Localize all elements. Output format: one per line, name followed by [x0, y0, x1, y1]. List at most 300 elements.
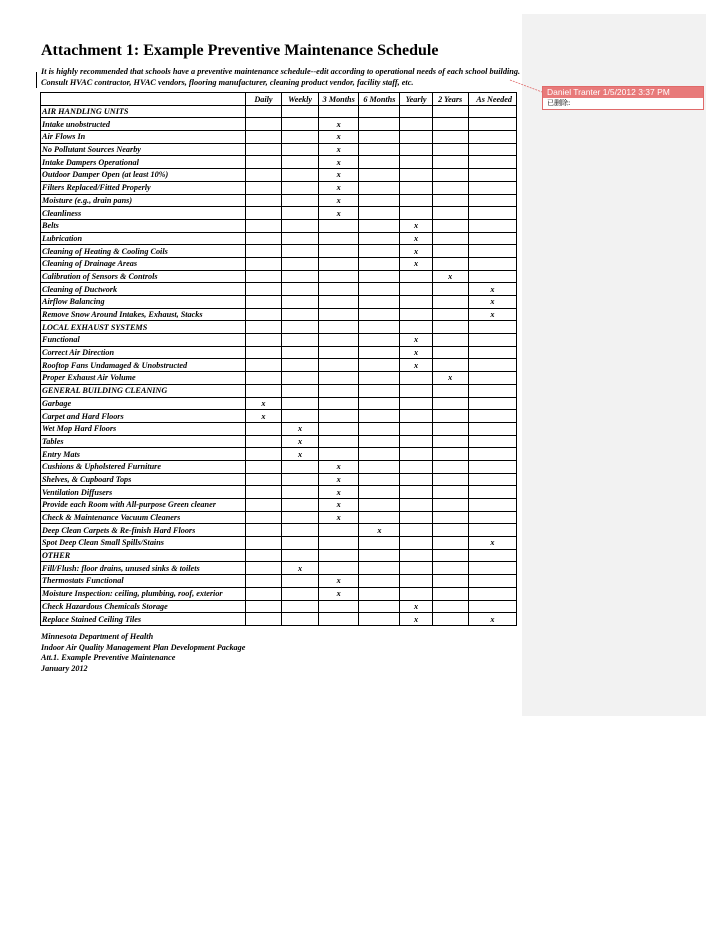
frequency-cell — [432, 283, 468, 296]
table-row — [41, 270, 517, 283]
frequency-cell — [282, 600, 319, 613]
frequency-cell — [468, 549, 516, 562]
frequency-cell — [245, 575, 281, 588]
frequency-cell — [282, 524, 319, 537]
frequency-cell — [282, 143, 319, 156]
frequency-cell — [245, 562, 281, 575]
frequency-cell — [400, 448, 432, 461]
frequency-cell: x — [400, 257, 432, 270]
frequency-cell — [432, 105, 468, 118]
frequency-cell — [359, 410, 400, 423]
frequency-cell — [468, 257, 516, 270]
frequency-cell — [245, 435, 281, 448]
frequency-cell — [432, 562, 468, 575]
frequency-cell — [468, 219, 516, 232]
frequency-cell — [468, 232, 516, 245]
frequency-cell — [245, 169, 281, 182]
frequency-cell — [468, 587, 516, 600]
frequency-cell — [245, 232, 281, 245]
frequency-cell — [432, 219, 468, 232]
frequency-cell — [432, 296, 468, 309]
frequency-cell — [400, 499, 432, 512]
frequency-cell — [400, 575, 432, 588]
frequency-cell — [432, 524, 468, 537]
table-row — [41, 613, 517, 626]
column-header: Daily — [245, 93, 281, 106]
frequency-cell: x — [319, 181, 359, 194]
task-cell: Moisture Inspection: ceiling, plumbing, roof, exterior — [41, 587, 246, 600]
table-row — [41, 359, 517, 372]
column-header: 6 Months — [359, 93, 400, 106]
frequency-cell — [319, 321, 359, 334]
table-row — [41, 131, 517, 144]
frequency-cell — [245, 359, 281, 372]
frequency-cell — [319, 270, 359, 283]
table-row — [41, 397, 517, 410]
frequency-cell — [468, 473, 516, 486]
frequency-cell — [359, 181, 400, 194]
table-row — [41, 181, 517, 194]
task-cell: Rooftop Fans Undamaged & Unobstructed — [41, 359, 246, 372]
frequency-cell — [245, 219, 281, 232]
frequency-cell — [359, 587, 400, 600]
frequency-cell — [432, 143, 468, 156]
frequency-cell — [432, 131, 468, 144]
table-row — [41, 346, 517, 359]
table-row — [41, 524, 517, 537]
frequency-cell: x — [468, 283, 516, 296]
frequency-cell — [282, 156, 319, 169]
frequency-cell — [468, 270, 516, 283]
frequency-cell — [359, 486, 400, 499]
frequency-cell — [400, 460, 432, 473]
frequency-cell — [282, 181, 319, 194]
comment-author-timestamp: Daniel Tranter 1/5/2012 3:37 PM — [543, 87, 703, 98]
frequency-cell — [245, 372, 281, 385]
frequency-cell — [245, 270, 281, 283]
frequency-cell — [245, 524, 281, 537]
document-title: Attachment 1: Example Preventive Maintenance Schedule — [41, 42, 439, 59]
table-row — [41, 257, 517, 270]
frequency-cell — [432, 232, 468, 245]
frequency-cell — [400, 321, 432, 334]
frequency-cell — [468, 194, 516, 207]
frequency-cell: x — [468, 296, 516, 309]
frequency-cell — [432, 118, 468, 131]
table-header-row — [41, 93, 517, 106]
column-header: 3 Months — [319, 93, 359, 106]
frequency-cell — [245, 143, 281, 156]
table-row — [41, 207, 517, 220]
frequency-cell — [359, 473, 400, 486]
task-cell: LOCAL EXHAUST SYSTEMS — [41, 321, 246, 334]
frequency-cell — [245, 207, 281, 220]
footer-line: Att.1. Example Preventive Maintenance — [41, 653, 176, 662]
task-cell: Remove Snow Around Intakes, Exhaust, Stacks — [41, 308, 246, 321]
table-row — [41, 549, 517, 562]
frequency-cell — [400, 384, 432, 397]
frequency-cell — [359, 283, 400, 296]
frequency-cell: x — [400, 600, 432, 613]
frequency-cell — [432, 334, 468, 347]
frequency-cell — [468, 334, 516, 347]
frequency-cell — [400, 372, 432, 385]
frequency-cell — [319, 219, 359, 232]
frequency-cell — [359, 131, 400, 144]
frequency-cell — [400, 169, 432, 182]
frequency-cell — [282, 296, 319, 309]
task-cell: Deep Clean Carpets & Re-finish Hard Floors — [41, 524, 246, 537]
frequency-cell: x — [282, 448, 319, 461]
task-cell: Carpet and Hard Floors — [41, 410, 246, 423]
table-row — [41, 143, 517, 156]
task-cell: Wet Mop Hard Floors — [41, 422, 246, 435]
frequency-cell — [245, 245, 281, 258]
frequency-cell — [359, 359, 400, 372]
frequency-cell — [282, 283, 319, 296]
task-cell: AIR HANDLING UNITS — [41, 105, 246, 118]
frequency-cell — [319, 308, 359, 321]
frequency-cell — [468, 511, 516, 524]
frequency-cell — [245, 156, 281, 169]
frequency-cell — [359, 346, 400, 359]
frequency-cell — [468, 143, 516, 156]
frequency-cell — [245, 308, 281, 321]
frequency-cell — [359, 384, 400, 397]
footer-line: Indoor Air Quality Management Plan Development Package — [41, 642, 246, 652]
task-cell: Outdoor Damper Open (at least 10%) — [41, 169, 246, 182]
task-cell: Provide each Room with All-purpose Green cleaner — [41, 499, 246, 512]
frequency-cell — [282, 460, 319, 473]
frequency-cell — [319, 257, 359, 270]
comment-balloon[interactable] — [542, 86, 704, 110]
task-cell: Cleaning of Heating & Cooling Coils — [41, 245, 246, 258]
frequency-cell: x — [400, 346, 432, 359]
frequency-cell — [432, 181, 468, 194]
frequency-cell — [319, 296, 359, 309]
frequency-cell — [400, 308, 432, 321]
frequency-cell — [282, 575, 319, 588]
frequency-cell — [432, 587, 468, 600]
table-row — [41, 511, 517, 524]
maintenance-schedule-table — [40, 92, 517, 626]
frequency-cell — [432, 537, 468, 550]
frequency-cell — [245, 549, 281, 562]
frequency-cell — [400, 524, 432, 537]
frequency-cell — [282, 257, 319, 270]
table-row — [41, 562, 517, 575]
frequency-cell — [245, 448, 281, 461]
table-row — [41, 105, 517, 118]
frequency-cell: x — [319, 143, 359, 156]
task-cell: Intake unobstructed — [41, 118, 246, 131]
frequency-cell: x — [319, 156, 359, 169]
frequency-cell — [400, 105, 432, 118]
frequency-cell: x — [400, 613, 432, 626]
frequency-cell — [468, 372, 516, 385]
frequency-cell — [245, 194, 281, 207]
frequency-cell — [282, 131, 319, 144]
frequency-cell — [245, 346, 281, 359]
frequency-cell: x — [319, 207, 359, 220]
footer-line: Minnesota Department of Health — [41, 632, 154, 641]
frequency-cell — [359, 435, 400, 448]
frequency-cell — [400, 422, 432, 435]
task-cell: Air Flows In — [41, 131, 246, 144]
frequency-cell — [245, 587, 281, 600]
frequency-cell — [432, 384, 468, 397]
frequency-cell: x — [359, 524, 400, 537]
frequency-cell — [282, 118, 319, 131]
comment-deleted-label: 已删除: — [547, 99, 571, 107]
frequency-cell: x — [282, 435, 319, 448]
frequency-cell — [359, 397, 400, 410]
frequency-cell — [400, 537, 432, 550]
table-row — [41, 537, 517, 550]
table-row — [41, 473, 517, 486]
frequency-cell — [400, 587, 432, 600]
frequency-cell — [400, 397, 432, 410]
task-cell: Check & Maintenance Vacuum Cleaners — [41, 511, 246, 524]
frequency-cell — [359, 537, 400, 550]
frequency-cell — [245, 422, 281, 435]
frequency-cell — [282, 207, 319, 220]
frequency-cell — [319, 232, 359, 245]
frequency-cell: x — [468, 613, 516, 626]
frequency-cell — [468, 460, 516, 473]
frequency-cell: x — [319, 486, 359, 499]
frequency-cell — [468, 359, 516, 372]
frequency-cell — [319, 245, 359, 258]
frequency-cell — [319, 283, 359, 296]
frequency-cell — [359, 118, 400, 131]
frequency-cell — [468, 321, 516, 334]
frequency-cell — [282, 384, 319, 397]
task-cell: Shelves, & Cupboard Tops — [41, 473, 246, 486]
frequency-cell — [359, 219, 400, 232]
frequency-cell — [432, 613, 468, 626]
frequency-cell — [245, 460, 281, 473]
frequency-cell — [432, 422, 468, 435]
table-row — [41, 587, 517, 600]
frequency-cell: x — [245, 410, 281, 423]
frequency-cell — [432, 460, 468, 473]
frequency-cell — [245, 486, 281, 499]
frequency-cell — [359, 105, 400, 118]
table-row — [41, 194, 517, 207]
frequency-cell — [282, 105, 319, 118]
frequency-cell — [245, 334, 281, 347]
frequency-cell — [245, 131, 281, 144]
task-cell: Cleaning of Drainage Areas — [41, 257, 246, 270]
table-row — [41, 219, 517, 232]
frequency-cell — [432, 169, 468, 182]
frequency-cell — [432, 207, 468, 220]
frequency-cell: x — [319, 131, 359, 144]
frequency-cell — [245, 321, 281, 334]
frequency-cell — [359, 422, 400, 435]
frequency-cell — [468, 562, 516, 575]
frequency-cell — [245, 511, 281, 524]
table-row — [41, 435, 517, 448]
frequency-cell — [245, 537, 281, 550]
frequency-cell — [319, 435, 359, 448]
revision-bar — [36, 72, 37, 88]
table-row — [41, 448, 517, 461]
frequency-cell — [468, 207, 516, 220]
frequency-cell — [432, 511, 468, 524]
frequency-cell — [282, 219, 319, 232]
frequency-cell: x — [468, 308, 516, 321]
table-row — [41, 372, 517, 385]
table-row — [41, 486, 517, 499]
frequency-cell — [468, 448, 516, 461]
frequency-cell — [245, 283, 281, 296]
frequency-cell — [359, 194, 400, 207]
frequency-cell — [282, 245, 319, 258]
frequency-cell — [468, 600, 516, 613]
frequency-cell — [245, 118, 281, 131]
frequency-cell — [282, 334, 319, 347]
task-cell: Tables — [41, 435, 246, 448]
frequency-cell — [400, 181, 432, 194]
frequency-cell — [468, 131, 516, 144]
column-header: 2 Years — [432, 93, 468, 106]
frequency-cell — [468, 575, 516, 588]
frequency-cell: x — [282, 422, 319, 435]
task-cell: Airflow Balancing — [41, 296, 246, 309]
frequency-cell — [319, 334, 359, 347]
frequency-cell — [359, 245, 400, 258]
frequency-cell — [359, 372, 400, 385]
task-cell: Garbage — [41, 397, 246, 410]
column-header: As Needed — [468, 93, 516, 106]
table-row — [41, 245, 517, 258]
frequency-cell: x — [319, 473, 359, 486]
table-row — [41, 156, 517, 169]
table-row — [41, 283, 517, 296]
frequency-cell — [282, 397, 319, 410]
frequency-cell — [319, 524, 359, 537]
task-cell: Filters Replaced/Fitted Properly — [41, 181, 246, 194]
frequency-cell — [359, 207, 400, 220]
frequency-cell — [282, 486, 319, 499]
frequency-cell — [282, 346, 319, 359]
frequency-cell — [432, 473, 468, 486]
frequency-cell — [468, 524, 516, 537]
table-row — [41, 334, 517, 347]
frequency-cell — [468, 422, 516, 435]
frequency-cell: x — [319, 118, 359, 131]
frequency-cell — [432, 346, 468, 359]
frequency-cell — [432, 245, 468, 258]
frequency-cell — [282, 499, 319, 512]
frequency-cell: x — [319, 499, 359, 512]
frequency-cell — [400, 156, 432, 169]
frequency-cell — [359, 613, 400, 626]
frequency-cell — [319, 537, 359, 550]
frequency-cell — [282, 473, 319, 486]
frequency-cell — [245, 384, 281, 397]
frequency-cell — [400, 283, 432, 296]
frequency-cell — [468, 105, 516, 118]
frequency-cell — [359, 448, 400, 461]
frequency-cell — [432, 359, 468, 372]
frequency-cell — [468, 384, 516, 397]
frequency-cell — [359, 549, 400, 562]
frequency-cell — [359, 511, 400, 524]
frequency-cell — [282, 308, 319, 321]
frequency-cell — [282, 232, 319, 245]
frequency-cell — [400, 207, 432, 220]
frequency-cell — [468, 410, 516, 423]
frequency-cell — [359, 296, 400, 309]
frequency-cell: x — [400, 245, 432, 258]
document-footer — [41, 632, 245, 674]
frequency-cell — [432, 410, 468, 423]
frequency-cell — [432, 600, 468, 613]
task-cell: OTHER — [41, 549, 246, 562]
frequency-cell: x — [400, 232, 432, 245]
frequency-cell — [359, 334, 400, 347]
frequency-cell — [319, 359, 359, 372]
frequency-cell — [400, 486, 432, 499]
frequency-cell: x — [432, 270, 468, 283]
frequency-cell — [400, 549, 432, 562]
frequency-cell — [400, 562, 432, 575]
frequency-cell — [282, 169, 319, 182]
frequency-cell — [432, 435, 468, 448]
frequency-cell — [319, 346, 359, 359]
column-header: Yearly — [400, 93, 432, 106]
frequency-cell — [359, 499, 400, 512]
frequency-cell — [432, 156, 468, 169]
table-row — [41, 499, 517, 512]
table-row — [41, 410, 517, 423]
frequency-cell: x — [245, 397, 281, 410]
frequency-cell — [319, 410, 359, 423]
frequency-cell: x — [468, 537, 516, 550]
frequency-cell — [245, 257, 281, 270]
frequency-cell — [282, 194, 319, 207]
frequency-cell — [400, 511, 432, 524]
frequency-cell — [359, 308, 400, 321]
frequency-cell — [432, 257, 468, 270]
frequency-cell — [432, 549, 468, 562]
frequency-cell — [319, 562, 359, 575]
frequency-cell: x — [282, 562, 319, 575]
frequency-cell: x — [400, 359, 432, 372]
footer-line: January 2012 — [41, 663, 88, 673]
column-header — [41, 93, 246, 106]
frequency-cell — [319, 422, 359, 435]
frequency-cell — [468, 245, 516, 258]
frequency-cell — [400, 435, 432, 448]
task-cell: No Pollutant Sources Nearby — [41, 143, 246, 156]
table-row — [41, 600, 517, 613]
frequency-cell — [468, 486, 516, 499]
frequency-cell — [319, 105, 359, 118]
table-row — [41, 118, 517, 131]
frequency-cell — [468, 156, 516, 169]
table-row — [41, 232, 517, 245]
frequency-cell: x — [319, 460, 359, 473]
frequency-cell — [245, 613, 281, 626]
frequency-cell — [245, 296, 281, 309]
task-cell: Proper Exhaust Air Volume — [41, 372, 246, 385]
frequency-cell — [400, 143, 432, 156]
frequency-cell: x — [319, 575, 359, 588]
